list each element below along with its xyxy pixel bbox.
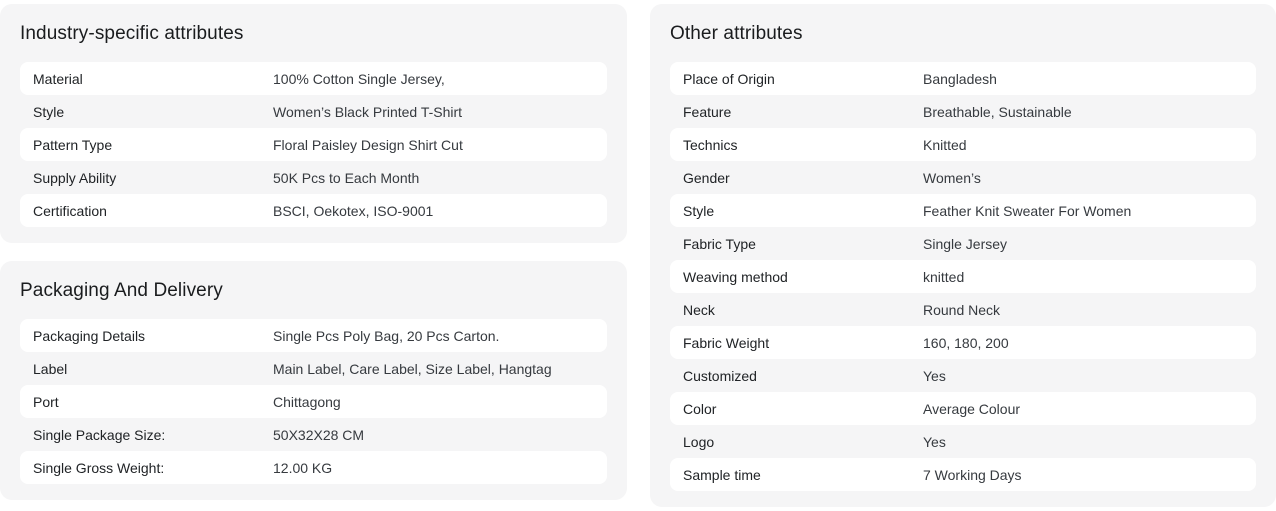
attribute-value: Women’s — [923, 169, 981, 186]
card-industry-specific-attributes — [0, 4, 627, 243]
attribute-label: Feature — [683, 103, 732, 120]
card-other-attributes — [650, 4, 1276, 507]
attribute-row — [20, 319, 607, 352]
attribute-label: Port — [33, 393, 59, 410]
attribute-value: 50K Pcs to Each Month — [273, 169, 420, 186]
attribute-value: 100% Cotton Single Jersey, — [273, 70, 445, 87]
attribute-value: Women’s Black Printed T-Shirt — [273, 103, 463, 120]
attribute-value: 160, 180, 200 — [923, 334, 1009, 351]
attribute-value: Breathable, Sustainable — [923, 103, 1072, 120]
attribute-label: Style — [33, 103, 65, 120]
attribute-row — [670, 128, 1256, 161]
attribute-row — [670, 260, 1256, 293]
attribute-label: Certification — [33, 202, 107, 219]
attribute-row — [20, 451, 607, 484]
attribute-row — [670, 194, 1256, 227]
attribute-row — [20, 352, 607, 385]
attribute-row — [670, 95, 1256, 128]
right-column — [650, 4, 1276, 507]
attribute-row — [20, 95, 607, 128]
attribute-row — [20, 418, 607, 451]
attribute-label: Customized — [683, 367, 757, 384]
attribute-label: Gender — [683, 169, 730, 186]
attribute-value: Yes — [923, 367, 946, 384]
attribute-label: Weaving method — [683, 268, 788, 285]
card-packaging-and-delivery — [0, 261, 627, 500]
attribute-row — [20, 385, 607, 418]
attribute-row — [20, 128, 607, 161]
attribute-value: Chittagong — [273, 393, 341, 410]
attribute-value: 7 Working Days — [923, 466, 1022, 483]
attribute-label: Supply Ability — [33, 169, 117, 186]
attribute-rows — [20, 62, 607, 227]
attribute-label: Label — [33, 360, 68, 377]
attribute-rows — [20, 319, 607, 484]
attribute-label: Single Gross Weight: — [33, 459, 165, 476]
attribute-value: 12.00 KG — [273, 459, 333, 476]
attribute-value: Feather Knit Sweater For Women — [923, 202, 1132, 219]
attribute-label: Style — [683, 202, 715, 219]
attribute-label: Color — [683, 400, 717, 417]
card-title: Other attributes — [670, 23, 803, 44]
attribute-label: Fabric Type — [683, 235, 756, 252]
attribute-row — [670, 161, 1256, 194]
attribute-value: Main Label, Care Label, Size Label, Hangtag — [273, 360, 552, 377]
attribute-value: knitted — [923, 268, 965, 285]
attribute-row — [20, 62, 607, 95]
attribute-value: BSCI, Oekotex, ISO-9001 — [273, 202, 434, 219]
attribute-value: 50X32X28 CM — [273, 426, 365, 443]
attribute-label: Neck — [683, 301, 715, 318]
left-column — [0, 4, 627, 500]
attribute-row — [20, 194, 607, 227]
attribute-label: Material — [33, 70, 83, 87]
attribute-value: Round Neck — [923, 301, 1001, 318]
attribute-label: Technics — [683, 136, 738, 153]
attribute-label: Packaging Details — [33, 327, 146, 344]
attribute-label: Sample time — [683, 466, 761, 483]
attribute-row — [670, 326, 1256, 359]
card-title: Packaging And Delivery — [20, 280, 223, 301]
attribute-label: Fabric Weight — [683, 334, 770, 351]
attribute-row — [670, 293, 1256, 326]
attribute-value: Single Jersey — [923, 235, 1008, 252]
attribute-label: Place of Origin — [683, 70, 775, 87]
attribute-row — [670, 227, 1256, 260]
attribute-row — [670, 458, 1256, 491]
attribute-value: Single Pcs Poly Bag, 20 Pcs Carton. — [273, 327, 500, 344]
attribute-row — [670, 392, 1256, 425]
attribute-value: Yes — [923, 433, 946, 450]
attribute-label: Single Package Size: — [33, 426, 166, 443]
attribute-row — [20, 161, 607, 194]
attribute-value: Floral Paisley Design Shirt Cut — [273, 136, 463, 153]
attribute-label: Logo — [683, 433, 715, 450]
attribute-rows — [670, 62, 1256, 491]
card-title: Industry-specific attributes — [20, 23, 244, 44]
attribute-value: Bangladesh — [923, 70, 997, 87]
attribute-row — [670, 425, 1256, 458]
attribute-row — [670, 359, 1256, 392]
attribute-row — [670, 62, 1256, 95]
attribute-value: Average Colour — [923, 400, 1021, 417]
attribute-label: Pattern Type — [33, 136, 113, 153]
attribute-value: Knitted — [923, 136, 967, 153]
